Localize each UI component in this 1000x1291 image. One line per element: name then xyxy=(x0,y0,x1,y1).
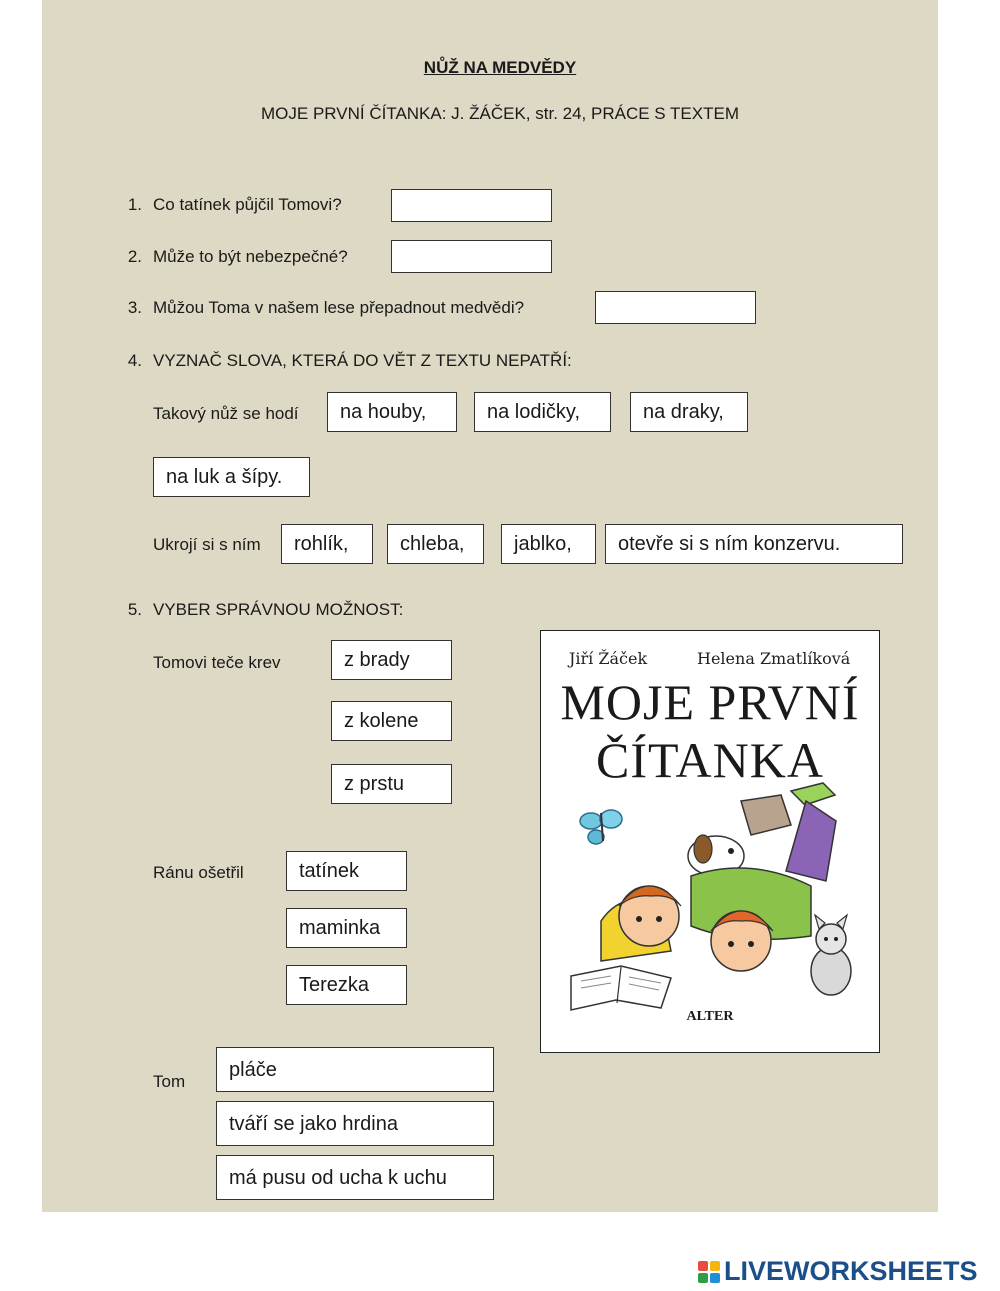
answer-field-2[interactable] xyxy=(391,240,552,273)
question-5-number: 5. xyxy=(127,600,142,619)
q5-option-terezka[interactable]: Terezka xyxy=(286,965,407,1005)
q4-option-draky[interactable]: na draky, xyxy=(630,392,748,432)
cover-title-line2: ČÍTANKA xyxy=(596,732,824,788)
book-cover-image xyxy=(540,630,880,1053)
worksheet-title: NŮŽ NA MEDVĚDY xyxy=(423,58,577,77)
answer-field-1[interactable] xyxy=(391,189,552,222)
question-3-text: Můžou Toma v našem lese přepadnout medvědi? xyxy=(153,298,525,317)
question-1-number: 1. xyxy=(127,195,142,214)
q4-option-luk[interactable]: na luk a šípy. xyxy=(153,457,310,497)
cat-drawing xyxy=(811,915,851,995)
cover-author-1: Jiří Žáček xyxy=(569,649,648,668)
question-2-number: 2. xyxy=(127,247,142,266)
question-1-text: Co tatínek půjčil Tomovi? xyxy=(153,195,342,214)
liveworksheets-logo xyxy=(698,1256,978,1287)
open-book-drawing xyxy=(571,966,671,1010)
q5-option-kolene[interactable]: z kolene xyxy=(331,701,452,741)
question-5-text: VYBER SPRÁVNOU MOŽNOST: xyxy=(153,600,404,619)
logo-squares-icon xyxy=(698,1261,720,1283)
boy-legs-drawing xyxy=(741,783,836,881)
cover-author-2: Helena Zmatlíková xyxy=(697,649,851,668)
q4-option-rohlik[interactable]: rohlík, xyxy=(281,524,373,564)
logo-text: LIVEWORKSHEETS xyxy=(724,1256,978,1286)
boy-left-head-drawing xyxy=(619,886,681,946)
q4-option-jablko[interactable]: jablko, xyxy=(501,524,596,564)
q4-option-chleba[interactable]: chleba, xyxy=(387,524,484,564)
worksheet-subtitle: MOJE PRVNÍ ČÍTANKA: J. ŽÁČEK, str. 24, PRÁCE S TEXTEM xyxy=(261,104,739,123)
q4-option-houby[interactable]: na houby, xyxy=(327,392,457,432)
q5-option-prstu[interactable]: z prstu xyxy=(331,764,452,804)
q4-option-konzerva[interactable]: otevře si s ním konzervu. xyxy=(605,524,903,564)
q4-option-lodicky[interactable]: na lodičky, xyxy=(474,392,611,432)
q5-option-place[interactable]: pláče xyxy=(216,1047,494,1092)
q5-group3-label: Tom xyxy=(153,1072,186,1091)
question-3-number: 3. xyxy=(127,298,142,317)
q5-option-brady[interactable]: z brady xyxy=(331,640,452,680)
q5-option-maminka[interactable]: maminka xyxy=(286,908,407,948)
q5-group1-label: Tomovi teče krev xyxy=(153,653,281,672)
butterfly-drawing xyxy=(580,810,622,844)
q4-sentence2-label: Ukrojí si s ním xyxy=(153,535,261,554)
q5-option-tatinek[interactable]: tatínek xyxy=(286,851,407,891)
q5-option-hrdina[interactable]: tváří se jako hrdina xyxy=(216,1101,494,1146)
q4-sentence1-label: Takový nůž se hodí xyxy=(153,404,299,423)
question-4-text: VYZNAČ SLOVA, KTERÁ DO VĚT Z TEXTU NEPATŘÍ: xyxy=(153,351,572,370)
q5-group2-label: Ránu ošetřil xyxy=(153,863,244,882)
question-2-text: Může to být nebezpečné? xyxy=(153,247,348,266)
cover-title-line1: MOJE PRVNÍ xyxy=(560,674,860,730)
answer-field-3[interactable] xyxy=(595,291,756,324)
question-4-number: 4. xyxy=(127,351,142,370)
q5-option-pusu[interactable]: má pusu od ucha k uchu xyxy=(216,1155,494,1200)
cover-illustration xyxy=(541,781,879,1041)
cover-publisher: ALTER xyxy=(686,1009,734,1024)
